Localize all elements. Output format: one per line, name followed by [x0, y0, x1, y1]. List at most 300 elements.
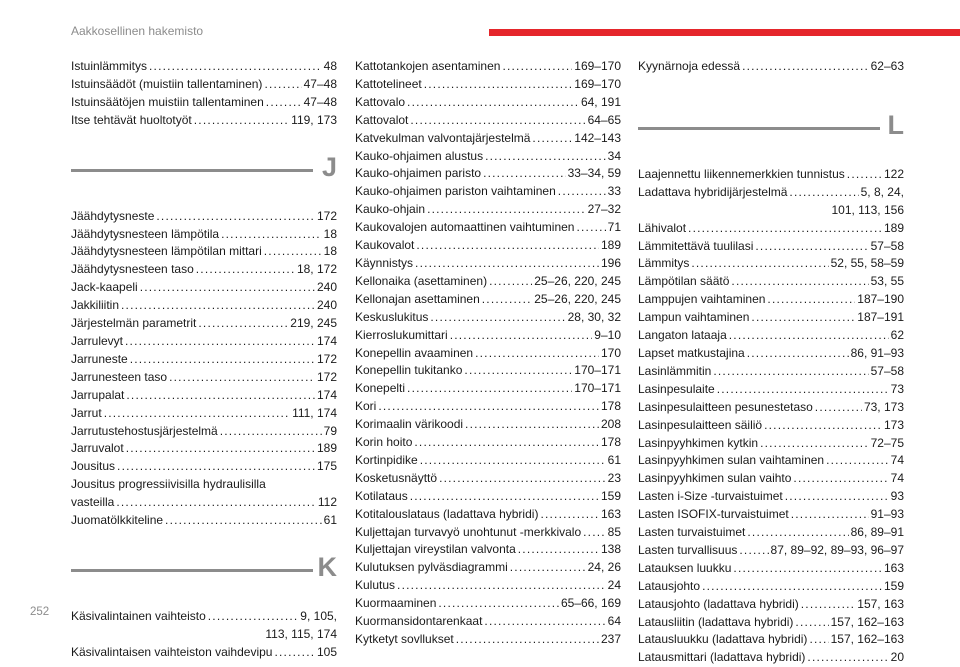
- entry-term: Lasinpesulaite: [638, 381, 715, 396]
- dot-leader: [416, 237, 599, 255]
- entry-page-refs-continued: 101, 113, 156: [831, 202, 904, 217]
- index-entry: [71, 644, 337, 662]
- entry-term: Kyynärnoja edessä: [638, 59, 741, 73]
- index-entry: [355, 237, 621, 255]
- entry-page-refs: 196: [600, 255, 621, 270]
- index-entry: [355, 398, 621, 416]
- entry-term: Latausjohto (ladattava hybridi): [638, 596, 799, 611]
- dot-leader: [742, 58, 869, 76]
- dot-leader: [397, 577, 606, 595]
- entry-page-refs: 79: [323, 423, 337, 438]
- entry-page-refs: 157, 162–163: [830, 632, 904, 647]
- entry-page-refs: 138: [600, 542, 621, 557]
- dot-leader: [558, 183, 606, 201]
- entry-page-refs: 170: [600, 345, 621, 360]
- entry-term: Lasten i-Size -turvaistuimet: [638, 489, 783, 504]
- index-entry: [638, 327, 904, 345]
- entry-term: Kuljettajan turvavyö unohtunut -merkkivalo: [355, 524, 582, 539]
- section-heading: [638, 106, 904, 152]
- entry-page-refs: 240: [316, 298, 337, 313]
- entry-term: Jäähdytysneste: [71, 208, 155, 223]
- entry-page-refs: 61: [607, 452, 621, 467]
- entry-page-refs: 18, 172: [296, 262, 337, 277]
- index-entry: [355, 183, 621, 201]
- dot-leader: [264, 76, 301, 94]
- entry-term: Lampun vaihtaminen: [638, 310, 750, 325]
- index-entry: [355, 524, 621, 542]
- index-entry: [355, 273, 621, 291]
- entry-term: Jack-kaapeli: [71, 280, 138, 295]
- entry-term: Lasinpyyhkimen sulan vaihto: [638, 471, 792, 486]
- index-column-2: [355, 58, 621, 649]
- dot-leader: [576, 219, 605, 237]
- dot-leader: [755, 238, 868, 256]
- dot-leader: [407, 380, 572, 398]
- dot-leader: [126, 440, 315, 458]
- dot-leader: [847, 166, 882, 184]
- entry-term: Kuormansidontarenkaat: [355, 614, 483, 629]
- entry-page-refs: 119, 173: [291, 112, 337, 127]
- entry-page-refs: 105: [316, 644, 337, 659]
- entry-page-refs: 64: [607, 614, 621, 629]
- entry-term: Kortinpidike: [355, 452, 418, 467]
- index-entry: [71, 423, 337, 441]
- entry-term: Kytketyt sovllukset: [355, 632, 454, 646]
- index-entry: [71, 608, 337, 644]
- index-entry: [638, 417, 904, 435]
- entry-page-refs: 163: [883, 560, 904, 575]
- entry-page-refs: 86, 89–91: [850, 525, 904, 540]
- entry-term: Jakkiliitin: [71, 298, 120, 313]
- dot-leader: [464, 362, 572, 380]
- entry-page-refs: 172: [316, 351, 337, 366]
- index-entry: [355, 148, 621, 166]
- entry-term: Lasten ISOFIX-turvaistuimet: [638, 507, 789, 522]
- index-entry: [638, 399, 904, 417]
- index-entry: [638, 631, 904, 649]
- index-entry: [638, 649, 904, 667]
- dot-leader: [410, 112, 585, 130]
- entry-page-refs: 87, 89–92, 89–93, 96–97: [770, 542, 904, 557]
- entry-page-refs: 170–171: [574, 381, 621, 396]
- index-entry: [355, 291, 621, 309]
- entry-page-refs: 61: [323, 513, 337, 528]
- section-heading: [71, 548, 337, 594]
- index-entry: [638, 184, 904, 220]
- index-entry: [638, 506, 904, 524]
- entry-term: Lasinlämmitin: [638, 363, 712, 378]
- entry-term: Latauksen luukku: [638, 560, 732, 575]
- entry-term: Kellonaika (asettaminen): [355, 273, 488, 288]
- entry-page-refs: 47–48: [303, 76, 337, 91]
- dot-leader: [764, 417, 882, 435]
- entry-term: Katvekulman valvontajärjestelmä: [355, 130, 531, 145]
- index-entry: [355, 255, 621, 273]
- entry-page-refs: 174: [316, 387, 337, 402]
- dot-leader: [760, 435, 869, 453]
- entry-term: Lähivalot: [638, 220, 687, 235]
- entry-term: Kuljettajan vireystilan valvonta: [355, 542, 516, 557]
- dot-leader: [420, 452, 606, 470]
- header-accent-bar: [489, 29, 960, 36]
- dot-leader: [410, 488, 599, 506]
- entry-term: Ladattava hybridijärjestelmä: [638, 184, 788, 199]
- entry-term: Konepelti: [355, 381, 406, 396]
- dot-leader: [489, 273, 532, 291]
- entry-page-refs: 172: [316, 369, 337, 384]
- entry-term: Langaton lataaja: [638, 328, 727, 343]
- dot-leader: [809, 631, 828, 649]
- entry-term: Kori: [355, 399, 377, 414]
- entry-page-refs: 74: [890, 471, 904, 486]
- dot-leader: [739, 542, 768, 560]
- entry-term: Kuormaaminen: [355, 596, 437, 611]
- entry-page-refs: 178: [600, 435, 621, 450]
- index-entry: [71, 58, 337, 76]
- dot-leader: [801, 596, 856, 614]
- dot-leader: [274, 644, 315, 662]
- entry-page-refs: 159: [883, 578, 904, 593]
- dot-leader: [826, 452, 889, 470]
- header-title: Aakkosellinen hakemisto: [71, 24, 204, 38]
- dot-leader: [510, 559, 586, 577]
- index-entry: [355, 380, 621, 398]
- entry-page-refs: 33–34, 59: [567, 166, 621, 181]
- entry-term: Korin hoito: [355, 435, 413, 450]
- index-entry: [71, 405, 337, 423]
- index-entry: [71, 279, 337, 297]
- index-entry: [71, 94, 337, 112]
- entry-term: Istuinlämmitys: [71, 59, 148, 73]
- index-entry: [355, 470, 621, 488]
- dot-leader: [165, 512, 322, 530]
- index-entry: [355, 362, 621, 380]
- entry-term: Jarrulevyt: [71, 333, 124, 348]
- entry-page-refs: 208: [600, 417, 621, 432]
- dot-leader: [427, 201, 586, 219]
- entry-term: Kauko-ohjaimen paristo: [355, 166, 482, 181]
- entry-term: Latausjohto: [638, 578, 701, 593]
- entry-term: Kauko-ohjaimen alustus: [355, 148, 484, 163]
- index-entry: [71, 226, 337, 244]
- index-entry: [71, 76, 337, 94]
- entry-term: Käsivalintainen vaihteisto: [71, 608, 206, 623]
- dot-leader: [126, 387, 315, 405]
- entry-page-refs: 173: [883, 417, 904, 432]
- index-entry: [71, 351, 337, 369]
- entry-page-refs: 57–58: [870, 238, 904, 253]
- section-divider: [638, 127, 880, 130]
- index-entry: [355, 112, 621, 130]
- index-entry: [638, 614, 904, 632]
- entry-page-refs: 9, 105,: [300, 608, 337, 623]
- entry-term: Jäähdytysnesteen lämpötilan mittari: [71, 244, 262, 259]
- entry-term: Lamppujen vaihtaminen: [638, 292, 766, 307]
- dot-leader: [583, 524, 606, 542]
- entry-term: Korimaalin värikoodi: [355, 417, 464, 432]
- entry-page-refs: 62–63: [870, 59, 904, 73]
- dot-leader: [116, 494, 316, 512]
- index-entry: [638, 596, 904, 614]
- entry-term: Järjestelmän parametrit: [71, 316, 197, 331]
- entry-term: Jarrut: [71, 405, 102, 420]
- entry-term: Kattovalo: [355, 94, 406, 109]
- dot-leader: [484, 613, 605, 631]
- dot-leader: [407, 94, 579, 112]
- index-entry: [355, 219, 621, 237]
- entry-page-refs-continued: 113, 115, 174: [265, 626, 337, 641]
- dot-leader: [140, 279, 315, 297]
- dot-leader: [475, 345, 599, 363]
- entry-term-first-line: Jousitus progressiivisilla hydraulisilla: [71, 477, 266, 492]
- entry-term: Kattotankojen asentaminen: [355, 59, 501, 73]
- dot-leader: [502, 58, 572, 76]
- index-entry: [355, 452, 621, 470]
- entry-page-refs: 5, 8, 24,: [860, 184, 904, 199]
- index-entry: [638, 273, 904, 291]
- index-entry: [355, 309, 621, 327]
- entry-page-refs: 24: [607, 578, 621, 593]
- entry-page-refs: 187–190: [857, 292, 904, 307]
- entry-page-refs: 9–10: [594, 327, 621, 342]
- dot-leader: [450, 327, 593, 345]
- section-letter: J: [321, 151, 337, 182]
- entry-term: Kauko-ohjain: [355, 202, 426, 217]
- dot-leader: [807, 649, 888, 667]
- index-entry: [355, 345, 621, 363]
- index-entry: [355, 577, 621, 595]
- index-entry: [638, 363, 904, 381]
- index-entry: [71, 458, 337, 476]
- dot-leader: [196, 261, 295, 279]
- dot-leader: [266, 94, 302, 112]
- index-entry: [355, 488, 621, 506]
- entry-term: Jousitus: [71, 459, 116, 474]
- entry-page-refs: 74: [890, 453, 904, 468]
- entry-term: Lasten turvallisuus: [638, 542, 738, 557]
- dot-leader: [221, 226, 322, 244]
- dot-leader: [733, 560, 882, 578]
- entry-term: Kosketusnäyttö: [355, 470, 438, 485]
- index-entry: [638, 220, 904, 238]
- index-entry: [638, 470, 904, 488]
- entry-term: Istuinsäädöt (muistiin tallentaminen): [71, 76, 263, 91]
- index-entry: [638, 488, 904, 506]
- dot-leader: [130, 351, 315, 369]
- index-entry: [71, 315, 337, 333]
- index-entry: [71, 243, 337, 261]
- dot-leader: [169, 369, 315, 387]
- index-entry: [355, 201, 621, 219]
- entry-page-refs: 142–143: [574, 130, 621, 145]
- dot-leader: [430, 309, 565, 327]
- index-entry: [71, 476, 337, 512]
- entry-page-refs: 52, 55, 58–59: [830, 256, 904, 271]
- entry-term: Jäähdytysnesteen lämpötila: [71, 226, 220, 241]
- dot-leader: [117, 458, 315, 476]
- entry-page-refs: 25–26, 220, 245: [534, 273, 621, 288]
- entry-page-refs: 178: [600, 399, 621, 414]
- index-entry: [71, 512, 337, 530]
- entry-page-refs: 18: [323, 244, 337, 259]
- entry-term: Jarruvalot: [71, 441, 124, 456]
- entry-term: Jarrutustehostusjärjestelmä: [71, 423, 218, 438]
- dot-leader: [378, 398, 599, 416]
- dot-leader: [121, 297, 315, 315]
- section-divider: [71, 569, 313, 572]
- dot-leader: [717, 381, 889, 399]
- dot-leader: [483, 165, 566, 183]
- index-entry: [638, 255, 904, 273]
- dot-leader: [731, 273, 868, 291]
- page-number: 252: [30, 606, 50, 618]
- dot-leader: [220, 423, 322, 441]
- index-entry: [355, 541, 621, 559]
- dot-leader: [424, 76, 573, 94]
- index-entry: [355, 58, 621, 76]
- index-entry: [638, 560, 904, 578]
- dot-leader: [482, 291, 532, 309]
- entry-term: Istuinsäätöjen muistiin tallentaminen: [71, 94, 264, 109]
- entry-term: Latausluukku (ladattava hybridi): [638, 632, 808, 647]
- index-entry: [638, 58, 904, 76]
- entry-page-refs: 175: [316, 459, 337, 474]
- section-letter: K: [317, 551, 337, 582]
- index-entry: [355, 595, 621, 613]
- entry-page-refs: 169–170: [574, 76, 621, 91]
- index-entry: [355, 94, 621, 112]
- index-entry: [638, 542, 904, 560]
- entry-term: Kotitalouslataus (ladattava hybridi): [355, 506, 539, 521]
- dot-leader: [465, 416, 599, 434]
- index-entry: [638, 452, 904, 470]
- entry-page-refs: 85: [607, 524, 621, 539]
- index-entry: [355, 76, 621, 94]
- index-entry: [71, 208, 337, 226]
- index-entry: [355, 434, 621, 452]
- entry-term: Lapset matkustajina: [638, 345, 745, 360]
- entry-page-refs: 71: [607, 220, 621, 235]
- dot-leader: [439, 470, 606, 488]
- entry-page-refs: 25–26, 220, 245: [534, 291, 621, 306]
- dot-leader: [415, 255, 599, 273]
- entry-page-refs: 27–32: [587, 202, 621, 217]
- entry-term: Käynnistys: [355, 255, 414, 270]
- index-entry: [638, 238, 904, 256]
- entry-page-refs: 64, 191: [580, 94, 621, 109]
- index-entry: [638, 578, 904, 596]
- entry-page-refs: 91–93: [870, 507, 904, 522]
- entry-page-refs: 18: [323, 226, 337, 241]
- entry-term: Jarrupalat: [71, 387, 125, 402]
- dot-leader: [702, 578, 882, 596]
- entry-page-refs: 169–170: [574, 59, 621, 73]
- entry-term: Kellonajan asettaminen: [355, 291, 480, 306]
- entry-term: Konepellin avaaminen: [355, 345, 474, 360]
- dot-leader: [414, 434, 599, 452]
- dot-leader: [208, 608, 299, 626]
- entry-page-refs: 157, 162–163: [830, 614, 904, 629]
- index-entry: [355, 165, 621, 183]
- index-entry: [71, 297, 337, 315]
- dot-leader: [438, 595, 559, 613]
- entry-term: Jäähdytysnesteen taso: [71, 262, 194, 277]
- entry-term: Kauko-ohjaimen pariston vaihtaminen: [355, 184, 556, 199]
- dot-leader: [795, 614, 828, 632]
- index-entry: [638, 291, 904, 309]
- dot-leader: [485, 148, 606, 166]
- dot-leader: [751, 309, 855, 327]
- entry-term: Kaukovalot: [355, 238, 415, 253]
- entry-page-refs: 73: [890, 381, 904, 396]
- entry-page-refs: 65–66, 169: [560, 596, 621, 611]
- entry-term: Kotilataus: [355, 488, 408, 503]
- entry-term: Latausmittari (ladattava hybridi): [638, 650, 806, 665]
- index-entry: [71, 387, 337, 405]
- entry-term: Lasten turvaistuimet: [638, 525, 746, 540]
- dot-leader: [125, 333, 315, 351]
- entry-term: Laajennettu liikennemerkkien tunnistus: [638, 166, 845, 181]
- index-entry: [638, 524, 904, 542]
- index-column-1: [71, 58, 337, 662]
- entry-page-refs: 112: [317, 495, 337, 510]
- entry-page-refs: 174: [316, 333, 337, 348]
- entry-page-refs: 34: [607, 148, 621, 163]
- entry-page-refs: 189: [883, 220, 904, 235]
- entry-page-refs: 189: [600, 238, 621, 253]
- entry-page-refs: 53, 55: [870, 274, 904, 289]
- entry-page-refs: 62: [890, 328, 904, 343]
- entry-term: Jarruneste: [71, 351, 128, 366]
- dot-leader: [532, 130, 572, 148]
- index-entry: [638, 166, 904, 184]
- entry-term: Lasinpesulaitteen säiliö: [638, 417, 763, 432]
- dot-leader: [767, 291, 855, 309]
- index-entry: [71, 112, 337, 130]
- index-entry: [71, 369, 337, 387]
- dot-leader: [789, 184, 858, 202]
- entry-term: Lasinpyyhkimen kytkin: [638, 435, 759, 450]
- entry-term: Keskuslukitus: [355, 309, 429, 324]
- dot-leader: [747, 524, 848, 542]
- entry-term: Jarrunesteen taso: [71, 369, 168, 384]
- entry-page-refs: 24, 26: [587, 560, 621, 575]
- entry-term: Lasinpesulaitteen pesunestetaso: [638, 399, 813, 414]
- index-entry: [355, 130, 621, 148]
- entry-term: Kaukovalojen automaattinen vaihtuminen: [355, 220, 575, 235]
- entry-page-refs: 64–65: [587, 112, 621, 127]
- dot-leader: [793, 470, 888, 488]
- dot-leader: [149, 58, 322, 76]
- dot-leader: [540, 506, 599, 524]
- entry-page-refs: 157, 163: [857, 596, 904, 611]
- entry-page-refs: 57–58: [870, 363, 904, 378]
- index-entry: [355, 559, 621, 577]
- dot-leader: [785, 488, 889, 506]
- index-entry: [71, 261, 337, 279]
- dot-leader: [518, 541, 599, 559]
- dot-leader: [713, 363, 868, 381]
- entry-term: Lämmitettävä tuulilasi: [638, 238, 754, 253]
- index-entry: [355, 506, 621, 524]
- index-entry: [638, 435, 904, 453]
- entry-page-refs: 240: [316, 280, 337, 295]
- dot-leader: [691, 255, 828, 273]
- entry-term: Lämpötilan säätö: [638, 274, 730, 289]
- index-entry: [355, 327, 621, 345]
- entry-page-refs: 93: [890, 489, 904, 504]
- entry-page-refs: 172: [316, 208, 337, 223]
